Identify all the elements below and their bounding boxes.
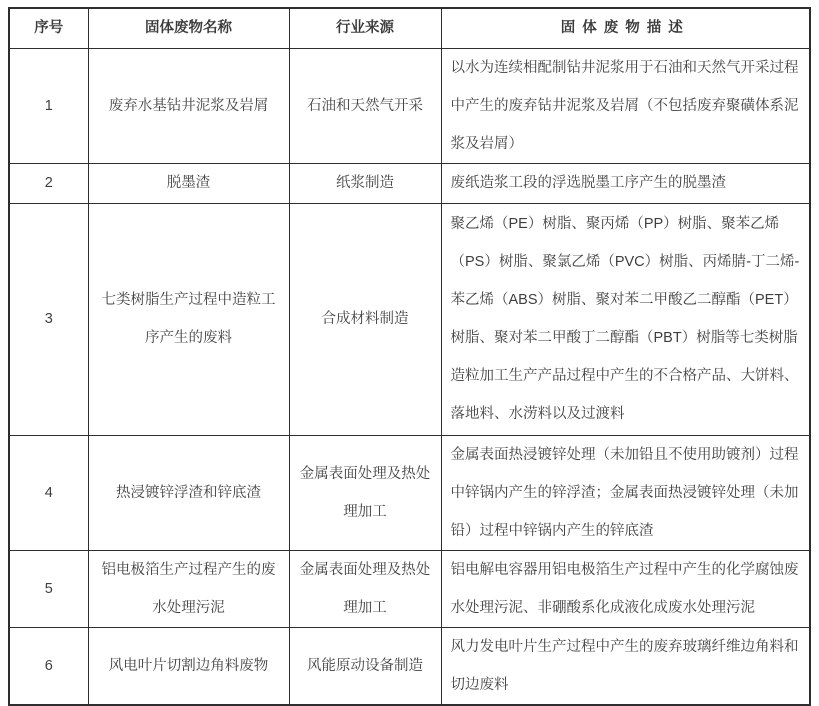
solid-waste-table: [8, 7, 811, 706]
cell-waste-name: 脱墨渣: [88, 163, 289, 203]
cell-waste-name: 七类树脂生产过程中造粒工序产生的废料: [88, 203, 289, 435]
cell-waste-description: 以水为连续相配制钻井泥浆用于石油和天然气开采过程中产生的废弃钻井泥浆及岩屑（不包括废弃聚磺体系泥浆及岩屑）: [441, 48, 810, 163]
cell-serial-number: 1: [9, 48, 88, 163]
table-row: [9, 435, 810, 550]
cell-serial-number: 3: [9, 203, 88, 435]
cell-waste-description: 金属表面热浸镀锌处理（未加铅且不使用助镀剂）过程中锌锅内产生的锌浮渣；金属表面热浸镀锌处理（未加铅）过程中锌锅内产生的锌底渣: [441, 435, 810, 550]
header-waste-name: 固体废物名称: [88, 8, 289, 48]
cell-industry-source: 金属表面处理及热处理加工: [289, 550, 441, 627]
cell-serial-number: 4: [9, 435, 88, 550]
cell-waste-name: 废弃水基钻井泥浆及岩屑: [88, 48, 289, 163]
cell-industry-source: 风能原动设备制造: [289, 627, 441, 705]
table-header-row: [9, 8, 810, 48]
table-row: [9, 48, 810, 163]
cell-waste-description: 废纸造浆工段的浮选脱墨工序产生的脱墨渣: [441, 163, 810, 203]
cell-serial-number: 5: [9, 550, 88, 627]
cell-industry-source: 纸浆制造: [289, 163, 441, 203]
cell-waste-description: 风力发电叶片生产过程中产生的废弃玻璃纤维边角料和切边废料: [441, 627, 810, 705]
table-row: [9, 550, 810, 627]
header-waste-description: 固体废物描述: [441, 8, 810, 48]
cell-industry-source: 石油和天然气开采: [289, 48, 441, 163]
header-serial-number: 序号: [9, 8, 88, 48]
cell-serial-number: 6: [9, 627, 88, 705]
cell-waste-description: 聚乙烯（PE）树脂、聚丙烯（PP）树脂、聚苯乙烯（PS）树脂、聚氯乙烯（PVC）树脂、丙烯腈-丁二烯-苯乙烯（ABS）树脂、聚对苯二甲酸乙二醇酯（PET）树脂、聚对苯二甲酸丁二醇酯（PBT）树脂等七类树脂造粒加工生产产品过程中产生的不合格产品、大饼料、落地料、水涝料以及过渡料: [441, 203, 810, 435]
table-row: [9, 163, 810, 203]
table-row: [9, 627, 810, 705]
header-industry-source: 行业来源: [289, 8, 441, 48]
cell-waste-name: 风电叶片切割边角料废物: [88, 627, 289, 705]
cell-waste-name: 铝电极箔生产过程产生的废水处理污泥: [88, 550, 289, 627]
cell-serial-number: 2: [9, 163, 88, 203]
cell-waste-name: 热浸镀锌浮渣和锌底渣: [88, 435, 289, 550]
cell-waste-description: 铝电解电容器用铝电极箔生产过程中产生的化学腐蚀废水处理污泥、非硼酸系化成液化成废水处理污泥: [441, 550, 810, 627]
cell-industry-source: 金属表面处理及热处理加工: [289, 435, 441, 550]
cell-industry-source: 合成材料制造: [289, 203, 441, 435]
table-row: [9, 203, 810, 435]
